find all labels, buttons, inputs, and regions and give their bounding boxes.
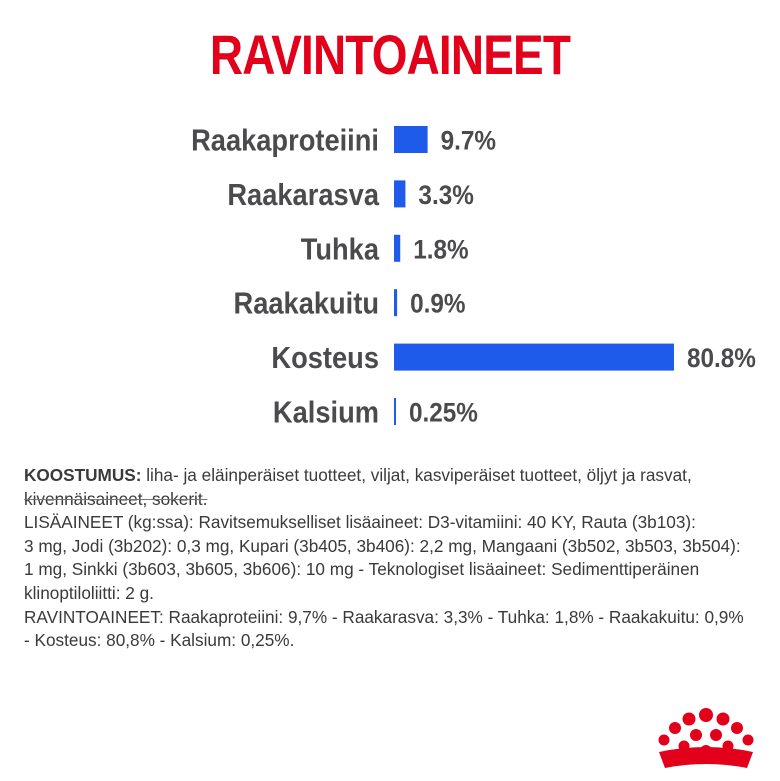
additives-line-1: LISÄAINEET (kg:ssa): Ravitsemukselliset lisäaineet: D3-vitamiini: 40 KY, Rauta (3b103): [24,512,696,533]
value-label-kosteus: 80.8% [687,343,756,374]
bar-raakarasva [394,180,405,207]
value-label-raakakuitu: 0.9% [410,289,466,320]
category-label-raakaproteiini: Raakaproteiini [191,123,380,158]
composition-label: KOOSTUMUS: [24,465,142,485]
category-label-raakarasva: Raakarasva [227,178,380,213]
bar-tuhka [394,235,400,262]
page-title: RAVINTOAINEET [209,23,571,86]
bar-raakaproteiini [394,126,428,153]
additives-line-2: 3 mg, Jodi (3b202): 0,3 mg, Kupari (3b405, 3b406): 2,2 mg, Mangaani (3b502, 3b503, 3b504): [24,535,741,556]
composition-line-1 [24,464,759,488]
value-label-raakaproteiini: 9.7% [440,126,496,156]
crown-logo-icon [651,706,761,776]
additives-line-4: klinoptiloliitti: 2 g. [24,582,154,603]
composition-line-2: kivennäisaineet, sokerit. [24,488,208,509]
category-label-kosteus: Kosteus [271,341,379,376]
category-label-kalsium: Kalsium [272,395,379,430]
value-label-raakarasva: 3.3% [418,180,474,211]
additives-line-3: 1 mg, Sinkki (3b603, 3b605, 3b606): 10 mg - Teknologiset lisäaineet: Sedimenttiperäinen [24,559,700,580]
nutrients-line-1: RAVINTOAINEET: Raakaproteiini: 9,7% - Raakarasva: 3,3% - Tuhka: 1,8% - Raakakuitu: 0,9% [24,606,744,627]
composition-text-part-1: liha- ja eläinperäiset tuotteet, viljat, kasviperäiset tuotteet, öljyt ja rasvat, [141,465,692,485]
value-label-kalsium: 0.25% [409,398,478,428]
bar-kosteus [394,344,674,371]
bar-raakakuitu [394,289,397,316]
composition-text [24,464,759,653]
category-label-tuhka: Tuhka [300,232,379,267]
nutrients-line-2: - Kosteus: 80,8% - Kalsium: 0,25%. [24,630,295,651]
bar-kalsium [394,398,396,425]
category-label-raakakuitu: Raakakuitu [233,287,380,322]
value-label-tuhka: 1.8% [413,235,469,265]
